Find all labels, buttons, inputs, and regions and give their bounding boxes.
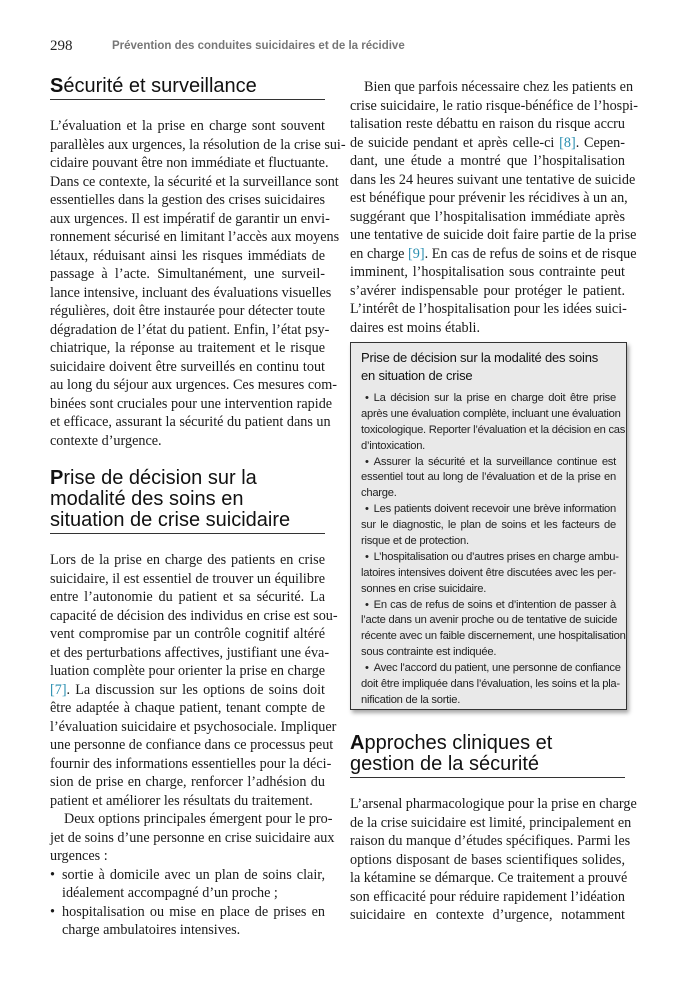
text-line: chiatrique, la réponse au traitement et le risque — [50, 340, 325, 356]
text-line: charge ambulatoires intensives. — [62, 922, 241, 938]
text-line: entre l’autonomie du patient et sa sécurité. La — [50, 589, 325, 605]
text-line: une tentative de suicide doit faire partie de la prise — [350, 227, 637, 243]
bullet-icon: • — [365, 662, 369, 675]
bullet-item — [50, 866, 325, 903]
text-line: essentiel tout au long de l’évaluation et de la prise en — [361, 471, 616, 484]
text-line: sur le diagnostic, le plan de soins et les facteurs de — [361, 519, 616, 532]
text-line: fournir des informations essentielles pour la déci- — [50, 755, 332, 772]
text-line: ronnement sécurisé en limitant l’accès aux moyens — [50, 229, 340, 245]
text-line: vent compromise par un contrôle cognitif altéré — [50, 626, 325, 642]
box-title-line: en situation de crise — [361, 368, 473, 383]
heading-line: situation de crise suicidaire — [50, 509, 291, 531]
section-body — [350, 795, 637, 925]
text-line: au long du séjour aux urgences. Ces mesures com- — [50, 377, 337, 393]
text-line: est bénéfique pour prévenir les récidives à un an, — [350, 190, 628, 206]
text-line: contexte d’urgence. — [50, 432, 162, 449]
text-line: talisation reste débattu en raison du risque accru — [350, 116, 625, 132]
running-title: Prévention des conduites suicidaires et de la récidive — [112, 40, 405, 52]
text-line: de suicide pendant et après celle-ci [8]. Cepen- — [350, 134, 625, 151]
text-line: raison du manque d’études spécifiques. Parmi les — [350, 833, 631, 849]
heading-initial: P — [50, 467, 64, 489]
text-line: Bien que parfois nécessaire chez les patients en — [364, 79, 634, 95]
text-line: • Les patients doivent recevoir une brève information — [365, 503, 616, 516]
text-line: • L’hospitalisation ou d’autres prises en charge ambu- — [365, 550, 619, 563]
section-securite-continued — [350, 78, 638, 337]
text-line: jet de soins d’une personne en crise suicidaire aux — [50, 829, 335, 846]
text-line: dans les 24 heures suivant une tentative de suicide — [350, 171, 636, 188]
heading-line: Sécurité et surveillance — [50, 75, 257, 97]
text-line: s’avérer indispensable pour protéger le patient. — [350, 282, 625, 299]
summary-box — [350, 342, 627, 710]
bullet-item — [361, 550, 619, 598]
bullet-icon: • — [50, 866, 55, 883]
text-line: L’intérêt de l’hospitalisation pour les idées suici- — [350, 301, 627, 317]
bullet-item — [361, 391, 626, 455]
text-line: luation complète pour orienter la prise en charge — [50, 663, 326, 679]
text-line: la kétamine se démarque. Ce traitement a prouvé — [350, 870, 628, 886]
text-line: suicidaire, il est essentiel de trouver un équilibre — [50, 570, 325, 587]
section-body — [50, 117, 346, 450]
text-line: essentielles dans la gestion des crises suicidaires — [50, 192, 326, 208]
section-body — [50, 551, 338, 940]
text-line: binées sont cruciales pour une intervention rapide — [50, 395, 333, 412]
text-line: passage à l’acte. Simultanément, une surveil- — [50, 266, 325, 282]
text-line: une personne de confiance dans ce processus peut — [50, 737, 334, 753]
paragraph — [50, 551, 338, 810]
section-securite — [50, 75, 346, 450]
text-line: Lors de la prise en charge des patients en crise — [50, 552, 325, 568]
text-line: [7]. La discussion sur les options de soins doit — [50, 681, 325, 698]
text-line: • La décision sur la prise en charge doit être prise — [365, 392, 616, 404]
text-line: être adaptée à chaque patient, tenant compte de — [50, 700, 325, 716]
heading-line: modalité des soins en — [50, 488, 244, 510]
bullet-icon: • — [365, 455, 369, 468]
bullet-icon: • — [50, 903, 55, 920]
text-line: Dans ce contexte, la sécurité et la surveillance sont — [50, 173, 339, 190]
text-line: l’évaluation suicidaire et psychosociale. Impliquer — [50, 718, 337, 735]
text-line: récente avec un faible discernement, une hospitalisation — [361, 630, 626, 643]
text-line: doit être impliquée dans l’évaluation, les soins et la pla- — [361, 678, 620, 691]
text-line: daires est moins établi. — [350, 319, 481, 336]
text-line: sion de prise en charge, renforcer l’adhésion du — [50, 774, 325, 790]
text-line: risque et de protection. — [361, 535, 469, 548]
text-line: cidaire pouvant être non immédiate et fluctuante. — [50, 155, 329, 171]
text-line: • En cas de refus de soins et d’intention de passer à — [365, 598, 616, 611]
text-line: dant, une étude a montré que l’hospitalisation — [350, 153, 625, 169]
text-line: imminent, l’hospitalisation sous contrainte peut — [350, 264, 625, 280]
section-heading — [50, 468, 325, 534]
text-line: en charge [9]. En cas de refus de soins et de risque — [350, 245, 637, 262]
paragraph — [350, 795, 637, 925]
box-title-line: Prise de décision sur la modalité des soins — [361, 350, 599, 365]
text-line: parallèles aux urgences, la résolution de la crise sui- — [50, 136, 346, 153]
heading-line: Prise de décision sur la — [50, 467, 257, 489]
page-number: 298 — [50, 38, 73, 54]
bullet-item — [50, 903, 325, 940]
paragraph — [50, 810, 335, 866]
text-line: dégradation de l’état du patient. Enfin, l’état psy- — [50, 321, 330, 338]
text-line: crise suicidaire, le ratio risque-bénéfice de l’hospi- — [350, 97, 638, 114]
paragraph — [50, 117, 346, 450]
text-line: • Avec l’accord du patient, une personne de confiance — [365, 662, 621, 675]
text-line: Deux options principales émergent pour le pro- — [64, 811, 333, 827]
text-line: charge. — [361, 487, 397, 500]
section-heading — [350, 733, 625, 778]
section-prise-de-decision — [50, 467, 338, 940]
bullet-item — [361, 661, 621, 709]
text-line: suicidaire doivent être surveillés en continu tout — [50, 358, 325, 375]
text-line: latoires intensives doivent être discutées avec les per- — [361, 566, 616, 579]
bullet-icon: • — [365, 550, 369, 563]
section-heading — [50, 76, 325, 100]
text-line: et efficace, assurant la sécurité du patient dans un — [50, 414, 331, 430]
text-line: son efficacité pour réduire rapidement l’idéation — [350, 888, 625, 905]
bullet-icon: • — [365, 392, 369, 404]
heading-line: Approches cliniques et — [350, 732, 553, 754]
text-line: suggérant que l’hospitalisation immédiate après — [350, 208, 625, 225]
text-line: urgences : — [50, 848, 108, 864]
text-line: l’acte dans un avenir proche ou de tentative de suicide — [361, 614, 618, 627]
section-body — [350, 78, 638, 337]
box-title — [361, 349, 616, 385]
text-line: capacité de décision des individus en crise est sou- — [50, 607, 338, 624]
box-bullet-list — [361, 391, 626, 709]
text-line: patient et améliorer les résultats du traitement. — [50, 792, 313, 809]
reference-link[interactable]: [8] — [559, 134, 576, 151]
bullet-item — [361, 598, 626, 662]
text-line: • Assurer la sécurité et la surveillance continue est — [365, 455, 616, 468]
bullet-icon: • — [365, 503, 369, 516]
text-line: options disposant de bases scientifiques solides, — [350, 851, 625, 868]
text-line: de la crise suicidaire est limité, principalement en — [350, 814, 632, 831]
text-line: • hospitalisation ou mise en place de prises en — [50, 903, 325, 920]
text-line: létaux, réduisant ainsi les risques immédiats de — [50, 247, 325, 264]
text-line: aux urgences. Il est impératif de garantir un envi- — [50, 210, 330, 227]
heading-initial: A — [350, 732, 365, 754]
heading-line: gestion de la sécurité — [350, 753, 540, 775]
text-line: et des perturbations affectives, justifiant une éva- — [50, 644, 330, 661]
text-line: sonnes en crise suicidaire. — [361, 582, 487, 595]
text-line: régulières, doit être instaurée pour détecter toute — [50, 303, 325, 319]
text-line: lance intensive, incluant des évaluations visuelles — [50, 284, 332, 301]
bullet-item — [361, 455, 616, 503]
text-line: suicidaire en contexte d’urgence, notamment — [350, 907, 625, 923]
text-line: sous contrainte est indiquée. — [361, 646, 497, 659]
text-line: toxicologique. Reporter l’évaluation et la décision en cas — [361, 423, 626, 436]
text-line: • sortie à domicile avec un plan de soins clair, — [50, 866, 325, 883]
text-line: d’intoxication. — [361, 439, 426, 452]
text-line: nification de la sortie. — [361, 693, 461, 706]
text-line: après une évaluation complète, incluant une évaluation — [361, 407, 621, 420]
heading-initial: S — [50, 75, 64, 97]
reference-link[interactable]: [9] — [408, 245, 425, 262]
bullet-icon: • — [365, 598, 369, 611]
reference-link[interactable]: [7] — [50, 681, 67, 698]
bullet-item — [361, 502, 616, 550]
text-line: L’arsenal pharmacologique pour la prise en charge — [350, 796, 637, 812]
text-line: idéalement accompagné d’un proche ; — [62, 885, 278, 901]
section-approches-cliniques — [350, 732, 637, 925]
text-line: L’évaluation et la prise en charge sont souvent — [50, 118, 325, 134]
paragraph — [350, 78, 638, 337]
